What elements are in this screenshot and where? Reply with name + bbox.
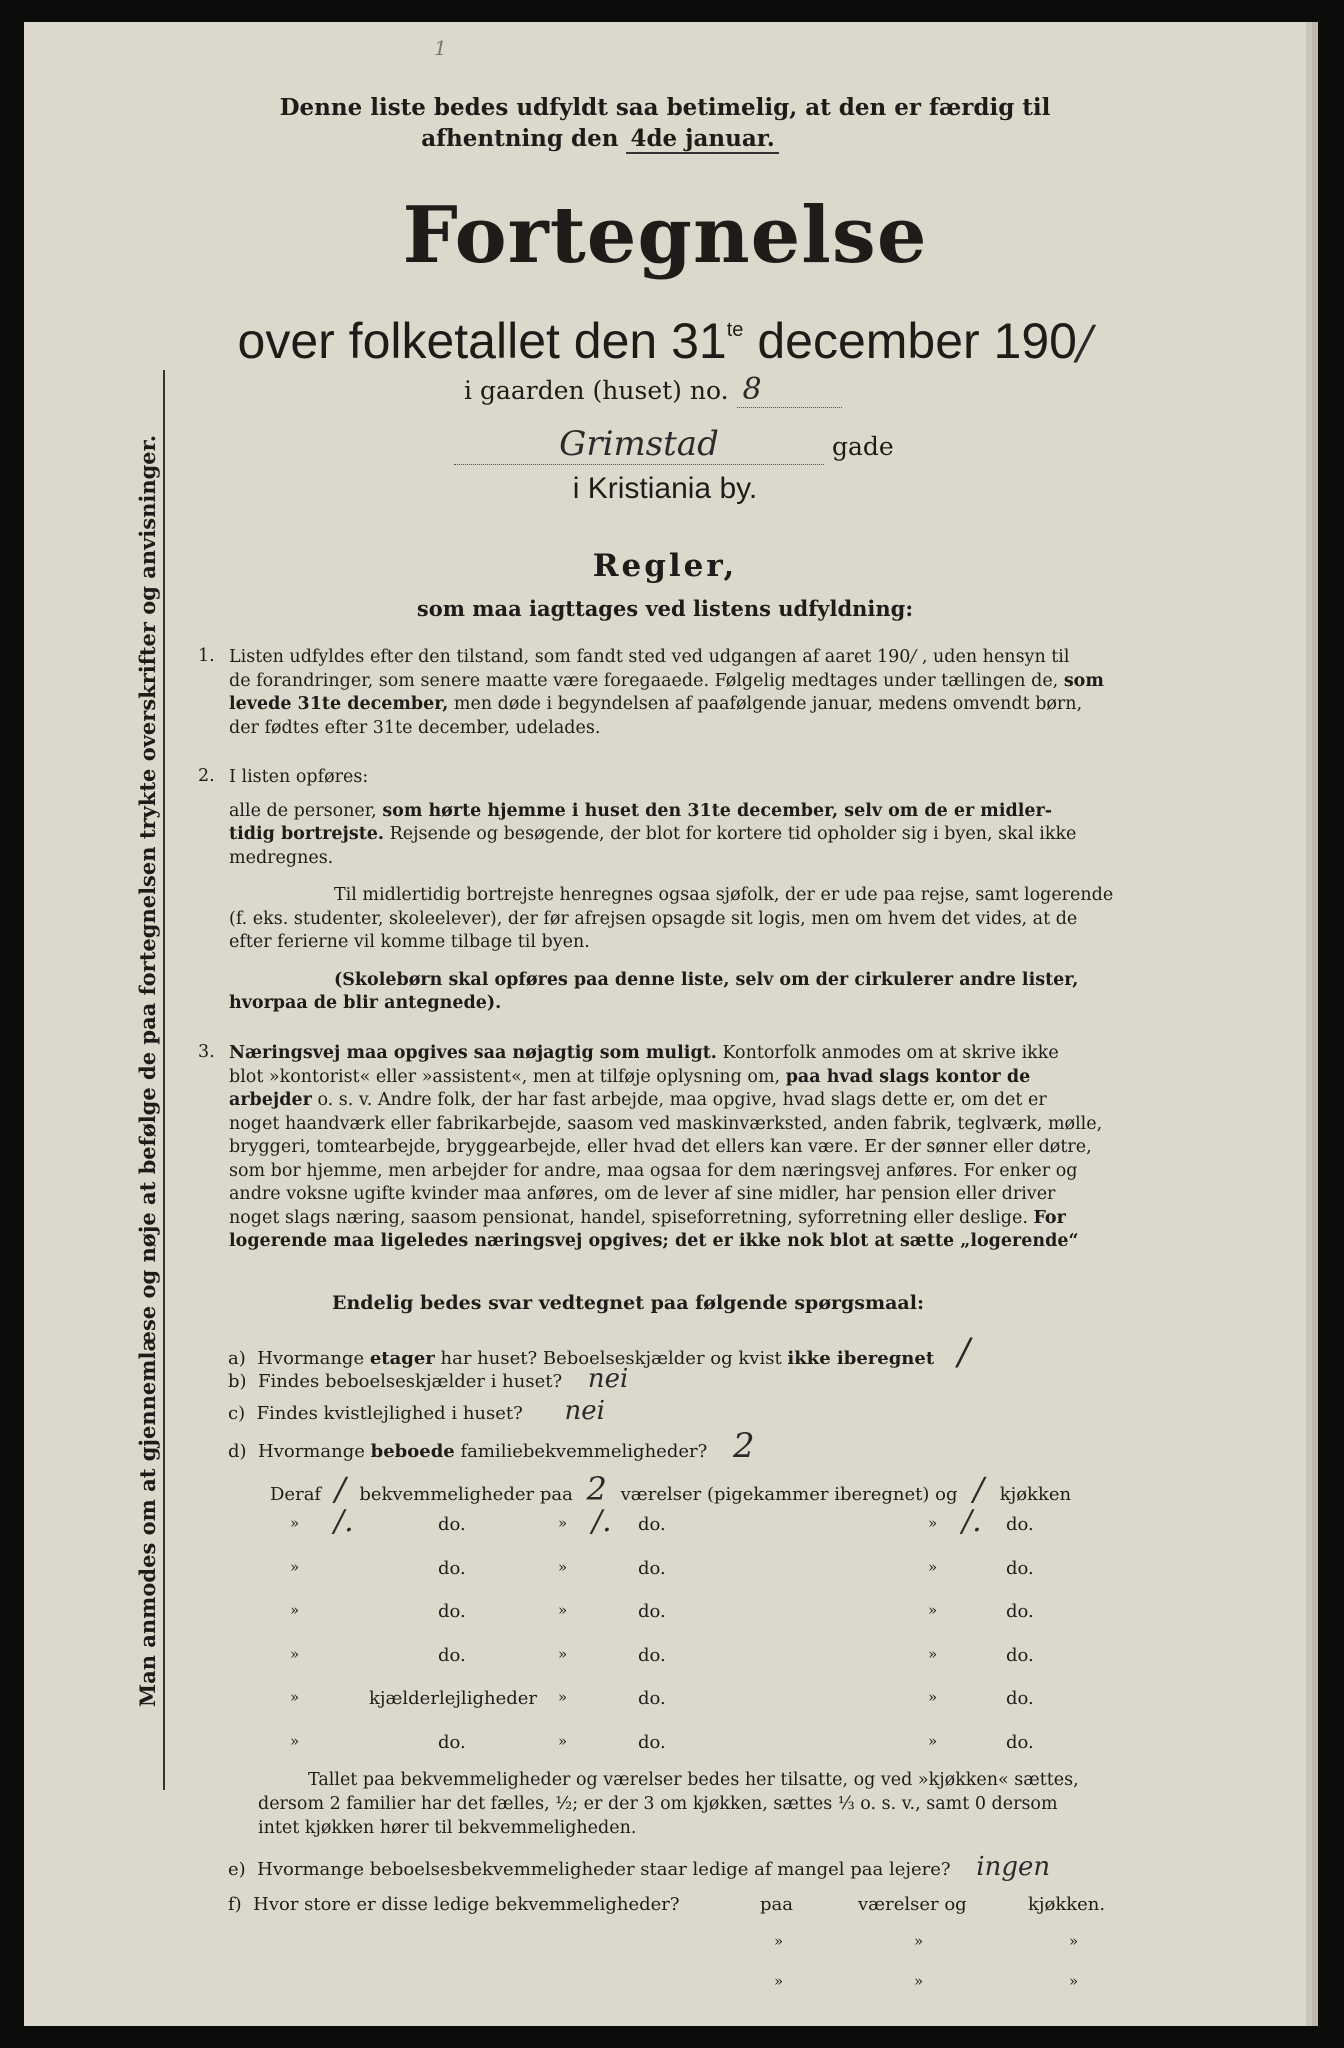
- table-cell-c1: do.: [438, 1731, 466, 1753]
- question-f: [228, 1894, 680, 1915]
- deraf-label: Deraf: [270, 1484, 322, 1505]
- rule2-p2l3: efter ferierne vil komme tilbage til byen.: [229, 932, 590, 952]
- street-handwritten: Grimstad: [559, 424, 719, 464]
- dwellings-header: [270, 1470, 1071, 1508]
- rule2-p3l1: (Skolebørn skal opføres paa denne liste, selv om der cirkulerer andre lister,: [334, 969, 1079, 990]
- rule3-l2a: blot »kontorist« eller »assistent«, men at tilføje oplysning om,: [229, 1066, 781, 1087]
- f-quote-4: »: [774, 1972, 784, 1990]
- question-b-label: b): [228, 1371, 247, 1392]
- table-cell-q: »: [290, 1557, 300, 1576]
- rule3-text: [229, 1042, 1169, 1254]
- page-title: Fortegnelse: [402, 190, 928, 281]
- page-subtitle: [24, 312, 1306, 370]
- table-cell-c3: do.: [1006, 1514, 1034, 1535]
- rule1-l3a: levede 31te december,: [229, 694, 449, 714]
- table-cell-c2: do.: [638, 1688, 666, 1709]
- table-cell-c1: do.: [438, 1601, 466, 1622]
- question-a-text-c: har huset? Beboelseskjælder og kvist: [440, 1348, 782, 1369]
- question-a-text-a: Hvormange: [257, 1348, 365, 1369]
- rule1-year-hw: /: [910, 647, 917, 667]
- question-e-text: Hvormange beboelsesbekvemmeligheder staar ledige af mangel paa lejere?: [257, 1859, 951, 1880]
- question-f-label: f): [228, 1894, 242, 1915]
- street-line: [454, 424, 894, 465]
- rule1-l1b: , uden hensyn til: [921, 647, 1070, 667]
- table-cell-q: »: [290, 1601, 300, 1619]
- rule3-l6: som bor hjemme, men arbejder for andre, maa ogsaa for dem næringsvej anføres. For enker og: [229, 1160, 1078, 1181]
- rule3-l7: andre voksne ugifte kvinder maa anføres, om de lever af sine midler, har pension eller driver: [229, 1184, 1056, 1204]
- vaer-label: værelser (pigekammer iberegnet) og: [620, 1484, 958, 1505]
- question-d-text-c: familiebekvemmeligheder?: [460, 1441, 708, 1462]
- notice-line2: [0, 123, 1306, 154]
- table-cell-q: »: [290, 1731, 300, 1750]
- answer-a: /: [957, 1332, 971, 1373]
- table-cell-c1: kjælderlejligheder: [369, 1688, 537, 1709]
- rule2-l3a: tidig bortrejste.: [229, 824, 385, 844]
- table-cell-c3: do.: [1006, 1601, 1034, 1622]
- rule3-l8b: For: [1033, 1207, 1066, 1228]
- rule3-l3a: arbejder: [229, 1090, 312, 1110]
- rules-subheading: som maa iagttages ved listens udfyldning:: [416, 596, 914, 621]
- page-marker: 1: [434, 36, 447, 60]
- rule2-l2b: som hørte hjemme i huset den 31te december, selv om de er midler-: [382, 800, 1052, 821]
- rule1-l3b: men døde i begyndelsen af paafølgende januar, medens omvendt børn,: [453, 694, 1083, 714]
- question-b-text: Findes beboelseskjælder i huset?: [258, 1371, 563, 1392]
- rule3-l3b: o. s. v. Andre folk, der har fast arbejde, maa opgive, hvad slags dette er, om det er: [317, 1090, 1047, 1110]
- rules-heading: Regler,: [592, 548, 738, 584]
- bekv-label: bekvemmeligheder paa: [359, 1484, 573, 1505]
- rule3-l5: bryggeri, tomtearbejde, bryggearbejde, eller hvad det ellers kan være. Er der sønner eller døtre,: [229, 1137, 1092, 1157]
- table-cell-q3: »: [928, 1688, 938, 1706]
- table-cell-q3: »: [928, 1601, 938, 1619]
- question-a-label: a): [228, 1348, 246, 1369]
- question-a-text-b: etager: [369, 1348, 435, 1369]
- table-cell-q: »: [290, 1688, 300, 1706]
- rule3-l9: logerende maa ligeledes næringsvej opgives; det er ikke nok blot at sætte „logerende“: [229, 1231, 1079, 1251]
- notice: [24, 92, 1306, 154]
- gaard-line: [464, 372, 842, 408]
- question-d-label: d): [228, 1441, 247, 1462]
- table-cell-c3: do.: [1006, 1557, 1034, 1579]
- answer-d: 2: [733, 1426, 755, 1466]
- kitchen-count-hw: /: [973, 1470, 984, 1508]
- table-cell-q2: »: [558, 1557, 568, 1576]
- gaard-label: i gaarden (huset) no.: [464, 376, 729, 405]
- subtitle-suffix: december 190: [757, 313, 1077, 369]
- question-d: [228, 1426, 755, 1466]
- rule2-l1: I listen opføres:: [229, 767, 369, 787]
- question-c-label: c): [228, 1403, 246, 1424]
- table-cell-c2: do.: [638, 1644, 666, 1666]
- table-cell-q2: »: [558, 1688, 568, 1706]
- question-e-label: e): [228, 1859, 246, 1880]
- table-cell-c1: do.: [438, 1644, 466, 1666]
- questions-intro: Endelig bedes svar vedtegnet paa følgende spørgsmaal:: [332, 1292, 924, 1314]
- question-f-paa: paa: [760, 1894, 793, 1915]
- rule2-num: 2.: [198, 766, 215, 786]
- table-cell-q2: »: [558, 1644, 568, 1663]
- side-instructions: Man anmodes om at gjennemlæse og nøje at befølge de paa fortegnelsen trykte overskrifter og anvisninger.: [135, 434, 160, 1708]
- subtitle-prefix: over folketallet den 31: [237, 313, 727, 369]
- note-l3: intet kjøkken hører til bekvemmeligheden.: [258, 1818, 637, 1838]
- question-d-text-a: Hvormange: [258, 1441, 365, 1462]
- f-quote-5: »: [914, 1972, 924, 1990]
- table-cell-c3: do.: [1006, 1644, 1034, 1666]
- year-handwritten: /: [1076, 315, 1093, 369]
- rule3-l8a: noget slags næring, saasom pensionat, handel, spiseforretning, syforretning eller deslige.: [229, 1207, 1028, 1228]
- rule1-l4: der fødtes efter 31te december, udelades.: [229, 717, 601, 738]
- table-cell-c1: do.: [438, 1557, 466, 1579]
- f-quote-6: »: [1069, 1972, 1079, 1990]
- rule2-l2a: alle de personer,: [229, 800, 377, 821]
- rooms-count-hw: 2: [586, 1470, 607, 1508]
- rule2-p2l1: Til midlertidig bortrejste henregnes ogsaa sjøfolk, der er ude paa rejse, samt logerende: [334, 885, 1114, 905]
- rule1-text: [229, 646, 1169, 740]
- table-cell-q3: »: [928, 1644, 938, 1663]
- subtitle-sup: te: [726, 319, 744, 341]
- question-d-text-b: beboede: [370, 1441, 455, 1462]
- rule3-l1b: Kontorfolk anmodes om at skrive ikke: [722, 1043, 1059, 1063]
- table-cell-c2: do.: [638, 1731, 666, 1753]
- question-f-text: Hvor store er disse ledige bekvemmeligheder?: [253, 1894, 680, 1915]
- table-cell-q2: »: [558, 1731, 568, 1750]
- rule1-num: 1.: [198, 646, 215, 666]
- question-e: [228, 1852, 1050, 1882]
- note: [258, 1768, 1164, 1840]
- rule2-l3b: Rejsende og besøgende, der blot for kortere tid opholder sig i byen, skal ikke: [389, 824, 1077, 844]
- question-c-text: Findes kvistlejlighed i huset?: [256, 1403, 523, 1424]
- question-a-text-d: ikke iberegnet: [787, 1348, 935, 1369]
- question-f-vaer: værelser og: [858, 1894, 967, 1915]
- answer-b: nei: [587, 1364, 629, 1394]
- table-cell-c1: do.: [438, 1514, 466, 1535]
- rule2-text: [229, 766, 1169, 1016]
- answer-e: ingen: [976, 1852, 1051, 1882]
- kjokken-label: kjøkken: [999, 1484, 1072, 1505]
- rule1-l2b: som: [1063, 670, 1104, 691]
- rule3-l2b: paa hvad slags kontor de: [785, 1066, 1031, 1087]
- question-b: [228, 1364, 628, 1394]
- table-cell-hw2: /.: [592, 1504, 612, 1539]
- city-line: i Kristiania by.: [572, 472, 758, 505]
- rule3-l4: noget haandværk eller fabrikarbejde, saasom ved maskinværksted, anden fabrik, teglværk, mølle,: [229, 1113, 1103, 1134]
- table-cell-c3: do.: [1006, 1688, 1034, 1709]
- notice-line1: Denne liste bedes udfyldt saa betimelig, at den er færdig til: [279, 94, 1051, 121]
- rule1-l1a: Listen udfyldes efter den tilstand, som fandt sted ved udgangen af aaret 190: [229, 647, 911, 667]
- table-cell-c2: do.: [638, 1601, 666, 1622]
- rule3-num: 3.: [198, 1042, 215, 1062]
- gaard-no-field: [737, 372, 842, 408]
- table-cell-c2: do.: [638, 1514, 666, 1535]
- rule1-l2a: de forandringer, som senere maatte være foregaaede. Følgelig medtages under tællingen de,: [229, 670, 1059, 691]
- rule2-l4: medregnes.: [229, 847, 334, 868]
- notice-line2-prefix: afhentning den: [421, 125, 619, 152]
- notice-date: 4de januar.: [626, 125, 778, 154]
- f-quote-2: »: [914, 1932, 924, 1950]
- table-cell-q2: »: [558, 1601, 568, 1619]
- table-cell-q3: »: [928, 1731, 938, 1750]
- rule2-p3l2: hvorpaa de blir antegnede).: [229, 993, 502, 1013]
- rule3-l1a: Næringsvej maa opgives saa nøjagtig som muligt.: [229, 1043, 717, 1063]
- question-f-kjokken: kjøkken.: [1028, 1894, 1106, 1915]
- gaard-no: 8: [742, 372, 762, 407]
- table-cell-q2: »: [558, 1514, 568, 1532]
- table-cell-c3: do.: [1006, 1731, 1034, 1753]
- table-cell-q3: »: [928, 1514, 938, 1532]
- f-quote-3: »: [1069, 1932, 1079, 1950]
- table-cell-c2: do.: [638, 1557, 666, 1579]
- note-l2: dersom 2 familier har det fælles, ½; er der 3 om kjøkken, sættes ⅓ o. s. v., samt 0 dersom: [258, 1794, 1058, 1814]
- question-c: [228, 1396, 605, 1426]
- f-quote-1: »: [774, 1932, 784, 1950]
- street-suffix: gade: [831, 432, 894, 461]
- census-form-page: [24, 22, 1306, 2026]
- rule2-p2l2: (f. eks. studenter, skoleelever), der før afrejsen opsagde sit logis, men om hvem det vides, at de: [229, 908, 1078, 929]
- note-l1: Tallet paa bekvemmeligheder og værelser bedes her tilsatte, og ved »kjøkken« sættes,: [308, 1770, 1079, 1790]
- street-field: [454, 424, 824, 465]
- table-cell-hw3: /.: [962, 1504, 982, 1539]
- table-cell-q3: »: [928, 1557, 938, 1576]
- deraf-count-hw: /: [334, 1470, 346, 1508]
- table-cell-hw1: /.: [334, 1504, 354, 1539]
- answer-c: nei: [564, 1396, 605, 1426]
- table-cell-q: »: [290, 1514, 300, 1532]
- table-cell-q: »: [290, 1644, 300, 1663]
